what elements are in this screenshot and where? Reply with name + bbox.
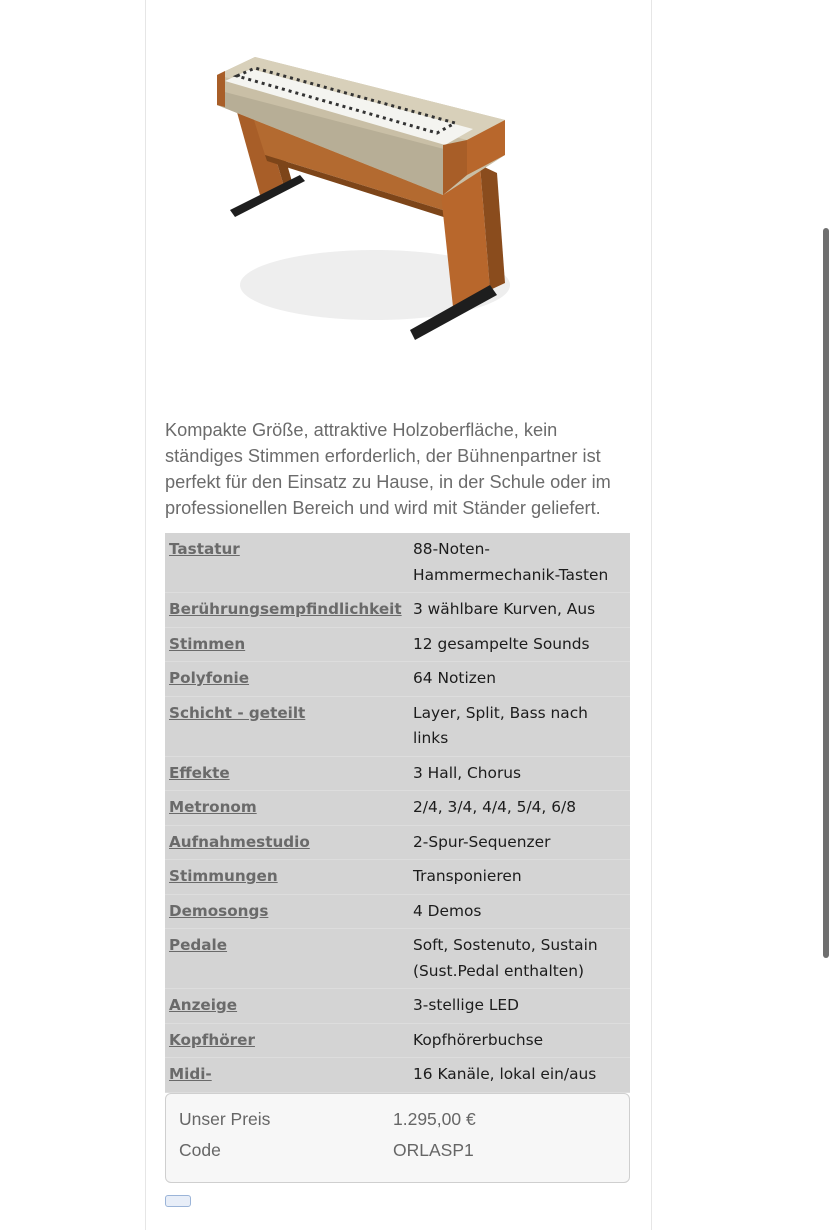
partial-icon	[165, 1195, 191, 1207]
spec-label-link[interactable]: Effekte	[169, 763, 230, 782]
price-label: Unser Preis	[179, 1109, 271, 1129]
spec-label-link[interactable]: Stimmungen	[169, 867, 278, 885]
spec-row	[165, 662, 630, 697]
spec-label-cell	[165, 627, 409, 662]
price-box	[165, 1093, 630, 1183]
spec-table	[165, 533, 630, 1093]
spec-value: 2/4, 3/4, 4/4, 5/4, 6/8	[413, 798, 576, 816]
spec-value: 16 Kanäle, lokal ein/aus	[413, 1065, 597, 1083]
code-label: Code	[179, 1140, 221, 1160]
spec-label-link[interactable]: Metronom	[169, 798, 257, 816]
spec-row	[165, 627, 630, 662]
spec-row	[165, 825, 630, 860]
spec-label-cell	[165, 1058, 409, 1093]
spec-label-link[interactable]: Stimmen	[169, 634, 246, 653]
scrollbar[interactable]	[823, 228, 829, 958]
spec-label-link[interactable]: Midi-	[169, 1065, 212, 1083]
spec-row	[165, 1023, 630, 1058]
spec-label-cell	[165, 894, 409, 929]
spec-label-link[interactable]: Demosongs	[169, 901, 269, 920]
spec-label-link[interactable]: Aufnahmestudio	[169, 832, 310, 851]
spec-row	[165, 533, 630, 593]
spec-label-cell	[165, 989, 409, 1024]
spec-row	[165, 860, 630, 895]
spec-value: 2-Spur-Sequenzer	[413, 832, 551, 851]
spec-label-cell	[165, 860, 409, 895]
spec-value: Transponieren	[413, 867, 522, 885]
spec-value: 88-Noten-Hammermechanik-Tasten	[413, 540, 609, 584]
spec-row	[165, 696, 630, 756]
spec-label-link[interactable]: Anzeige	[169, 996, 238, 1014]
spec-label-cell	[165, 825, 409, 860]
spec-label-cell	[165, 756, 409, 791]
spec-label-cell	[165, 593, 409, 628]
spec-label-cell	[165, 662, 409, 697]
spec-row	[165, 1058, 630, 1093]
spec-value: 3 Hall, Chorus	[413, 763, 522, 782]
spec-label-link[interactable]: Tastatur	[169, 540, 240, 558]
digital-piano-image	[205, 45, 515, 355]
spec-value: 12 gesampelte Sounds	[413, 634, 590, 653]
spec-label-link[interactable]: Kopfhörer	[169, 1030, 255, 1049]
spec-label-cell	[165, 533, 409, 593]
spec-row	[165, 894, 630, 929]
spec-row	[165, 929, 630, 989]
spec-value: 3-stellige LED	[413, 996, 519, 1014]
spec-label-cell	[165, 791, 409, 826]
spec-row	[165, 593, 630, 628]
spec-label-cell	[165, 1023, 409, 1058]
spec-value: Soft, Sostenuto, Sustain (Sust.Pedal enthalten)	[413, 936, 598, 980]
spec-value: 64 Notizen	[413, 669, 497, 687]
spec-label-link[interactable]: Polyfonie	[169, 669, 250, 687]
spec-row	[165, 989, 630, 1024]
spec-label-link[interactable]: Schicht - geteilt	[169, 703, 306, 722]
spec-row	[165, 791, 630, 826]
spec-value: 4 Demos	[413, 901, 482, 920]
code-value: ORLASP1	[393, 1140, 474, 1160]
spec-value: Layer, Split, Bass nach links	[413, 703, 588, 747]
spec-row	[165, 756, 630, 791]
spec-value: Kopfhörerbuchse	[413, 1030, 544, 1049]
spec-value: 3 wählbare Kurven, Aus	[413, 600, 596, 618]
spec-label-cell	[165, 929, 409, 989]
spec-label-cell	[165, 696, 409, 756]
price-value: 1.295,00 €	[393, 1109, 476, 1129]
spec-label-link[interactable]: Berührungsempfindlichkeit	[169, 600, 402, 618]
spec-label-link[interactable]: Pedale	[169, 936, 228, 954]
product-description: Kompakte Größe, attraktive Holzoberfläche, kein ständiges Stimmen erforderlich, der Bühnenpartner ist perfekt für den Einsatz zu Hause, in der Schule oder im professionellen Bereich und wird mit Ständer geliefert.	[165, 420, 611, 518]
